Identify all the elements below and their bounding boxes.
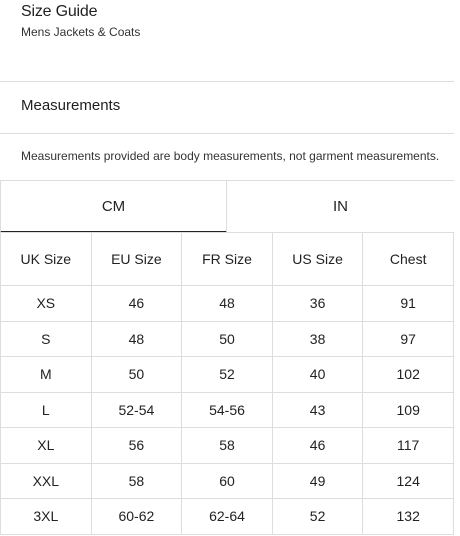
table-cell: 97	[363, 321, 454, 357]
column-header-uk-size: UK Size	[1, 233, 92, 286]
table-row	[1, 286, 454, 322]
table-row	[1, 321, 454, 357]
table-cell: 38	[272, 321, 363, 357]
page-subtitle: Mens Jackets & Coats	[21, 25, 141, 39]
table-cell: 62-64	[182, 499, 273, 535]
table-cell: M	[1, 357, 92, 393]
table-cell: 117	[363, 428, 454, 464]
size-guide-header	[21, 2, 140, 40]
table-cell: 60-62	[91, 499, 182, 535]
tab-cm[interactable]: CM	[0, 181, 227, 233]
table-cell: 102	[363, 357, 454, 393]
table-cell: 46	[91, 286, 182, 322]
measurements-note: Measurements provided are body measurements, not garment measurements.	[21, 149, 440, 163]
column-header-fr-size: FR Size	[182, 233, 273, 286]
table-cell: 60	[182, 463, 273, 499]
table-cell: 36	[272, 286, 363, 322]
table-cell: 3XL	[1, 499, 92, 535]
table-cell: 132	[363, 499, 454, 535]
table-cell: 58	[91, 463, 182, 499]
table-cell: 48	[182, 286, 273, 322]
table-row	[1, 357, 454, 393]
table-row	[1, 392, 454, 428]
table-row	[1, 463, 454, 499]
table-cell: 54-56	[182, 392, 273, 428]
unit-tabs	[0, 180, 454, 233]
table-cell: 48	[91, 321, 182, 357]
table-row	[1, 428, 454, 464]
table-row	[1, 499, 454, 535]
divider	[0, 133, 454, 134]
divider	[0, 81, 454, 82]
table-cell: 50	[182, 321, 273, 357]
column-header-us-size: US Size	[272, 233, 363, 286]
column-header-eu-size: EU Size	[91, 233, 182, 286]
table-cell: 109	[363, 392, 454, 428]
table-cell: XS	[1, 286, 92, 322]
section-title: Measurements	[21, 97, 121, 114]
table-cell: 52-54	[91, 392, 182, 428]
table-cell: 58	[182, 428, 273, 464]
table-cell: 46	[272, 428, 363, 464]
column-header-chest: Chest	[363, 233, 454, 286]
table-cell: 124	[363, 463, 454, 499]
size-table	[0, 232, 454, 535]
table-cell: L	[1, 392, 92, 428]
table-cell: 91	[363, 286, 454, 322]
tab-in[interactable]: IN	[227, 181, 454, 233]
page-title: Size Guide	[21, 3, 98, 20]
table-cell: 49	[272, 463, 363, 499]
table-cell: 40	[272, 357, 363, 393]
table-header-row	[1, 233, 454, 286]
table-cell: 50	[91, 357, 182, 393]
table-cell: S	[1, 321, 92, 357]
table-cell: 56	[91, 428, 182, 464]
table-cell: XL	[1, 428, 92, 464]
table-cell: 43	[272, 392, 363, 428]
table-cell: 52	[182, 357, 273, 393]
table-cell: XXL	[1, 463, 92, 499]
table-cell: 52	[272, 499, 363, 535]
